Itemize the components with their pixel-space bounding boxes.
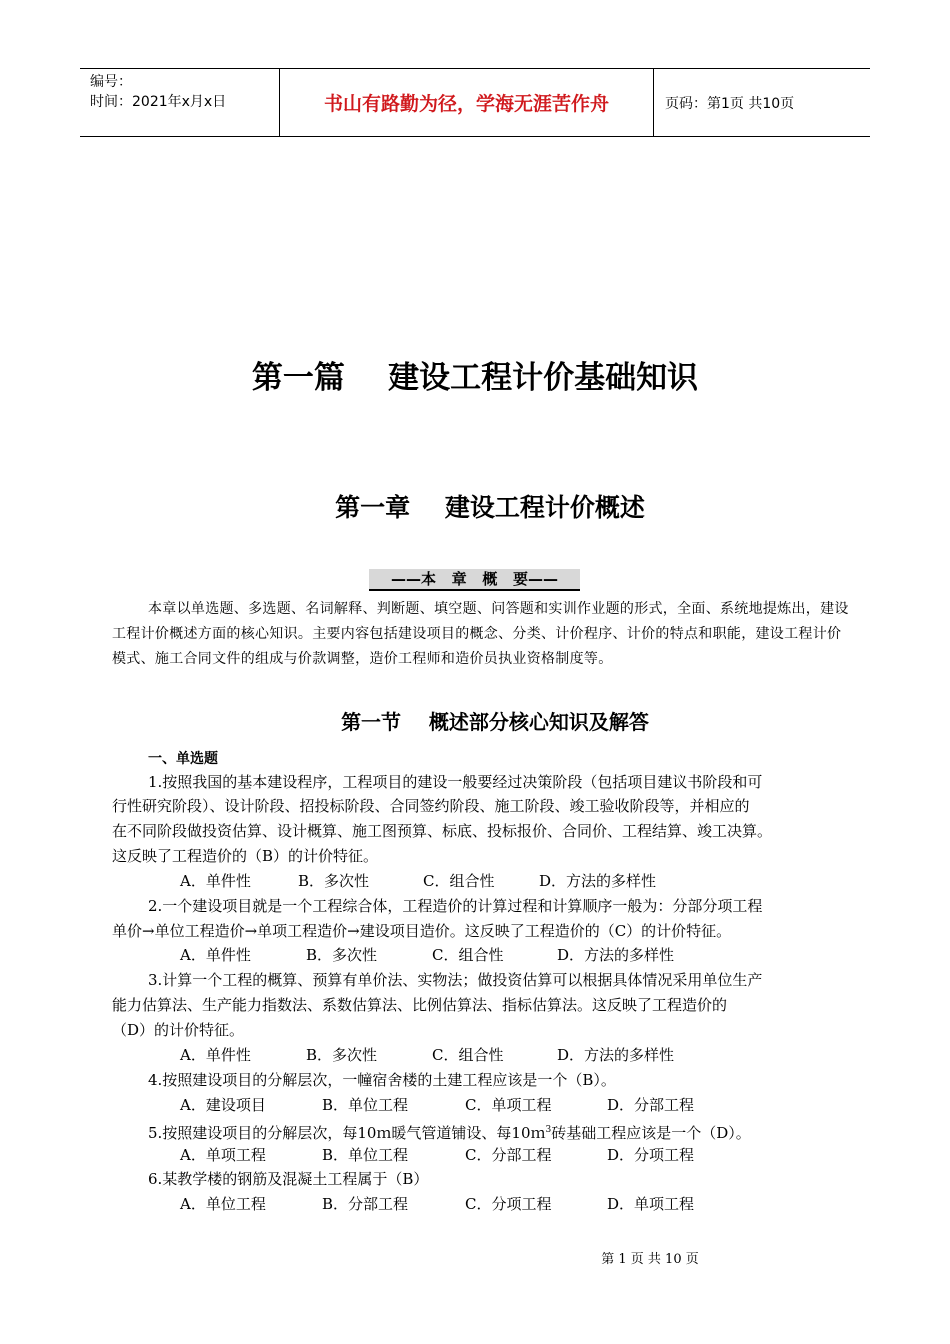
option-c: C．组合性 bbox=[423, 872, 495, 890]
option-a: A．单位工程 bbox=[180, 1195, 266, 1213]
question-line: （D）的计价特征。 bbox=[112, 1021, 245, 1039]
answer-options bbox=[180, 1143, 694, 1167]
option-b: B．单位工程 bbox=[322, 1096, 409, 1114]
answer-options bbox=[180, 1192, 694, 1216]
option-a: A．单件性 bbox=[180, 872, 251, 890]
question-text-part: 5.按照建设项目的分解层次，每10ｍ暖气管道铺设、每10ｍ bbox=[148, 1124, 546, 1142]
question-line: 在不同阶段做投资估算、设计概算、施工图预算、标底、投标报价、合同价、工程结算、竣工决算。 bbox=[112, 822, 773, 840]
question-line: 能力估算法、生产能力指数法、系数估算法、比例估算法、指标估算法。这反映了工程造价的 bbox=[112, 996, 728, 1014]
question-line bbox=[148, 1118, 751, 1145]
option-b: B．单位工程 bbox=[322, 1146, 409, 1164]
question-line: 这反映了工程造价的（B）的计价特征。 bbox=[112, 847, 379, 865]
answer-options bbox=[180, 1043, 674, 1067]
option-a: A．单项工程 bbox=[180, 1146, 266, 1164]
option-c: C．组合性 bbox=[432, 1046, 504, 1064]
section-title: 第一节 概述部分核心知识及解答 bbox=[341, 710, 649, 734]
option-c: C．单项工程 bbox=[465, 1096, 552, 1114]
answer-options bbox=[180, 943, 674, 967]
option-d: D．分项工程 bbox=[607, 1146, 695, 1164]
option-b: B．多次性 bbox=[298, 872, 370, 890]
option-b: B．分部工程 bbox=[322, 1195, 409, 1213]
question-line: 3.计算一个工程的概算、预算有单价法、实物法；做投资估算可以根据具体情况采用单位生产 bbox=[148, 971, 763, 989]
header-time-label: 时间：2021年x月x日 bbox=[90, 94, 227, 110]
option-b: B．多次性 bbox=[306, 1046, 378, 1064]
header-meta bbox=[80, 69, 280, 136]
chapter-intro-paragraph: 本章以单选题、多选题、名词解释、判断题、填空题、问答题和实训作业题的形式，全面、系统地提炼出，建设工程计价概述方面的核心知识。主要内容包括建设项目的概念、分类、计价程序、计价的特点和职能，建设工程计价模式、施工合同文件的组成与价款调整，造价工程师和造价员执业资格制度等。 bbox=[112, 601, 849, 667]
part-title: 第一篇 建设工程计价基础知识 bbox=[251, 360, 699, 396]
option-b: B．多次性 bbox=[306, 946, 378, 964]
option-c: C．分部工程 bbox=[465, 1146, 552, 1164]
question-line: 行性研究阶段）、设计阶段、招投标阶段、合同签约阶段、施工阶段、竣工验收阶段等，并相应的 bbox=[112, 797, 750, 815]
question-line: 4.按照建设项目的分解层次，一幢宿舍楼的土建工程应该是一个（B）。 bbox=[148, 1071, 616, 1089]
question-line: 单价→单位工程造价→单项工程造价→建设项目造价。这反映了工程造价的（C）的计价特征。 bbox=[112, 922, 732, 940]
option-d: D．方法的多样性 bbox=[557, 1046, 675, 1064]
answer-options bbox=[180, 869, 656, 893]
page-footer: 第 1 页 共 10 页 bbox=[601, 1252, 699, 1267]
option-a: A．单件性 bbox=[180, 1046, 251, 1064]
option-d: D．方法的多样性 bbox=[539, 872, 657, 890]
answer-options bbox=[180, 1093, 694, 1117]
header-page-label: 页码：第1页 共10页 bbox=[665, 95, 795, 112]
option-c: C．分项工程 bbox=[465, 1195, 552, 1213]
question-line: 1.按照我国的基本建设程序，工程项目的建设一般要经过决策阶段（包括项目建议书阶段和可 bbox=[148, 773, 763, 791]
option-a: A．建设项目 bbox=[180, 1096, 266, 1114]
option-c: C．组合性 bbox=[432, 946, 504, 964]
option-d: D．分部工程 bbox=[607, 1096, 695, 1114]
question-line: 2.一个建设项目就是一个工程综合体，工程造价的计算过程和计算顺序一般为：分部分项工程 bbox=[148, 897, 763, 915]
question-text-part: 砖基础工程应该是一个（D）。 bbox=[551, 1124, 751, 1142]
document-header bbox=[80, 68, 870, 137]
header-number-label: 编号： bbox=[90, 74, 132, 90]
option-d: D．单项工程 bbox=[607, 1195, 695, 1213]
chapter-overview-heading: ——本 章 概 要—— bbox=[369, 569, 580, 591]
option-d: D．方法的多样性 bbox=[557, 946, 675, 964]
option-a: A．单件性 bbox=[180, 946, 251, 964]
header-motto: 书山有路勤为径，学海无涯苦作舟 bbox=[280, 69, 654, 136]
question-line: 6.某教学楼的钢筋及混凝土工程属于（B） bbox=[148, 1170, 429, 1188]
question-type-heading: 一、单选题 bbox=[148, 751, 218, 767]
chapter-title: 第一章 建设工程计价概述 bbox=[335, 493, 645, 522]
superscript: 3 bbox=[545, 1125, 552, 1135]
